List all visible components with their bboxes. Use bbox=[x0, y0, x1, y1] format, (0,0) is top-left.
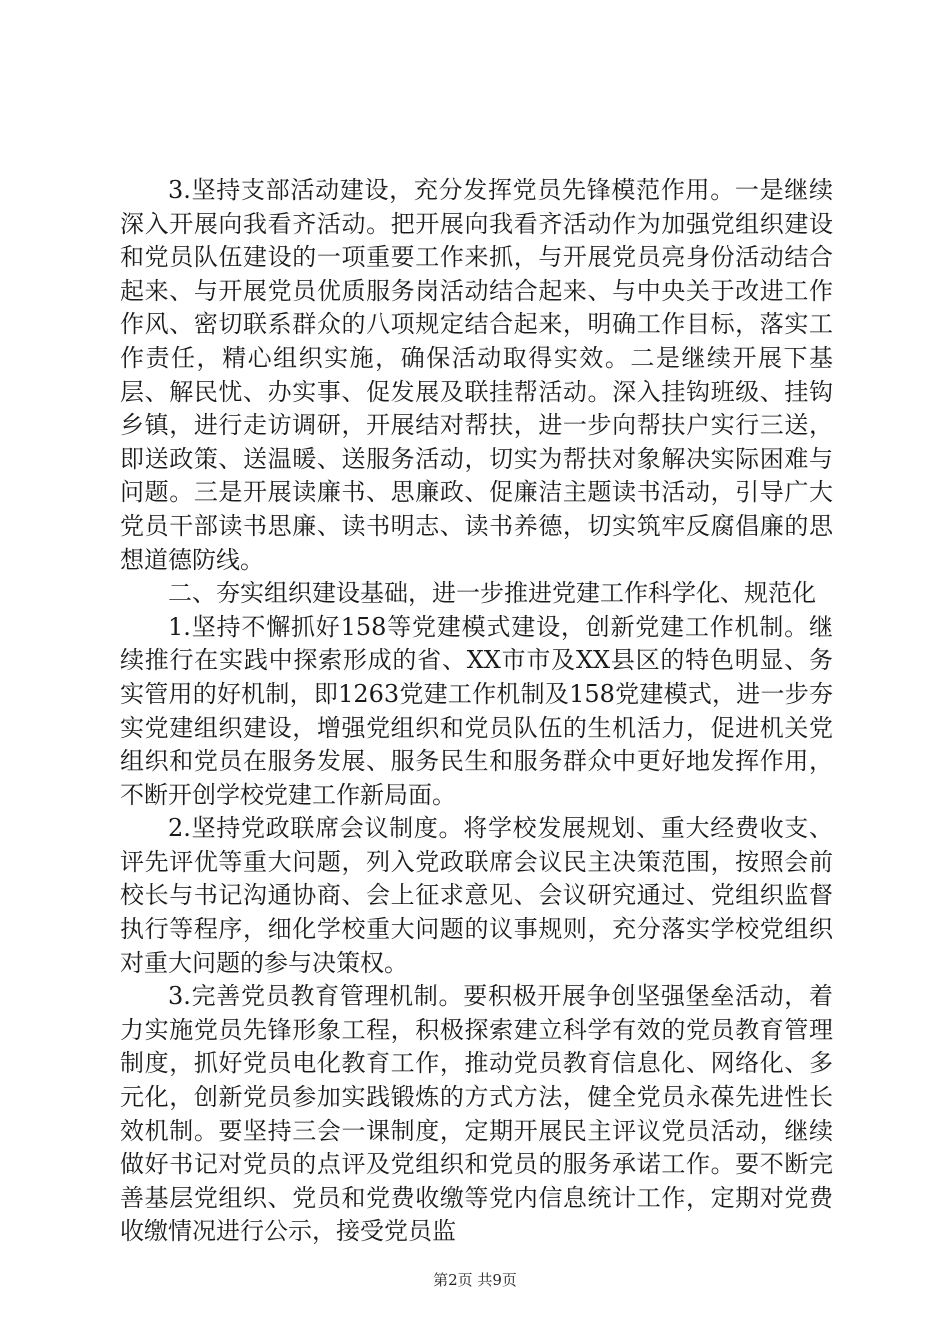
section-heading-organization: 二、夯实组织建设基础，进一步推进党建工作科学化、规范化 bbox=[168, 579, 816, 608]
page-footer: 第2页 共9页 bbox=[433, 1271, 517, 1289]
paragraph-joint-meeting: 2.坚持党政联席会议制度。将学校发展规划、重大经费收支、评先评优等重大问题，列入党政联席会议民主决策范围，按照会前校长与书记沟通协商、会上征求意见、会议研究通过、党组织监督执行等程序，细化学校重大问题的议事规则，充分落实学校党组织对重大问题的参与决策权。 bbox=[120, 814, 833, 977]
paragraph-education-mechanism: 3.完善党员教育管理机制。要积极开展争创坚强堡垒活动，着力实施党员先锋形象工程，积极探索建立科学有效的党员教育管理制度，抓好党员电化教育工作，推动党员教育信息化、网络化、多元化，创新党员参加实践锻炼的方式方法，健全党员永葆先进性长效机制。要坚持三会一课制度，定期开展民主评议党员活动，继续做好书记对党员的点评及党组织和党员的服务承诺工作。要不断完善基层党组织、党员和党费收缴等党内信息统计工作，定期对党费收缴情况进行公示，接受党员监 bbox=[120, 982, 833, 1246]
paragraph-party-model: 1.坚持不懈抓好158等党建模式建设，创新党建工作机制。继续推行在实践中探索形成的省、XX市市及XX县区的特色明显、务实管用的好机制，即1263党建工作机制及158党建模式，进一步夯实党建组织建设，增强党组织和党员队伍的生机活力，促进机关党组织和党员在服务发展、服务民生和服务群众中更好地发挥作用，不断开创学校党建工作新局面。 bbox=[120, 612, 833, 809]
document-body bbox=[120, 174, 833, 1249]
paragraph-branch-activities: 3.坚持支部活动建设，充分发挥党员先锋模范作用。一是继续深入开展向我看齐活动。把开展向我看齐活动作为加强党组织建设和党员队伍建设的一项重要工作来抓，与开展党员亮身份活动结合起来、与开展党员优质服务岗活动结合起来、与中央关于改进工作作风、密切联系群众的八项规定结合起来，明确工作目标，落实工作责任，精心组织实施，确保活动取得实效。二是继续开展下基层、解民忧、办实事、促发展及联挂帮活动。深入挂钩班级、挂钩乡镇，进行走访调研，开展结对帮扶，进一步向帮扶户实行三送，即送政策、送温暖、送服务活动，切实为帮扶对象解决实际困难与问题。三是开展读廉书、思廉政、促廉洁主题读书活动，引导广大党员干部读书思廉、读书明志、读书养德，切实筑牢反腐倡廉的思想道德防线。 bbox=[120, 176, 833, 574]
